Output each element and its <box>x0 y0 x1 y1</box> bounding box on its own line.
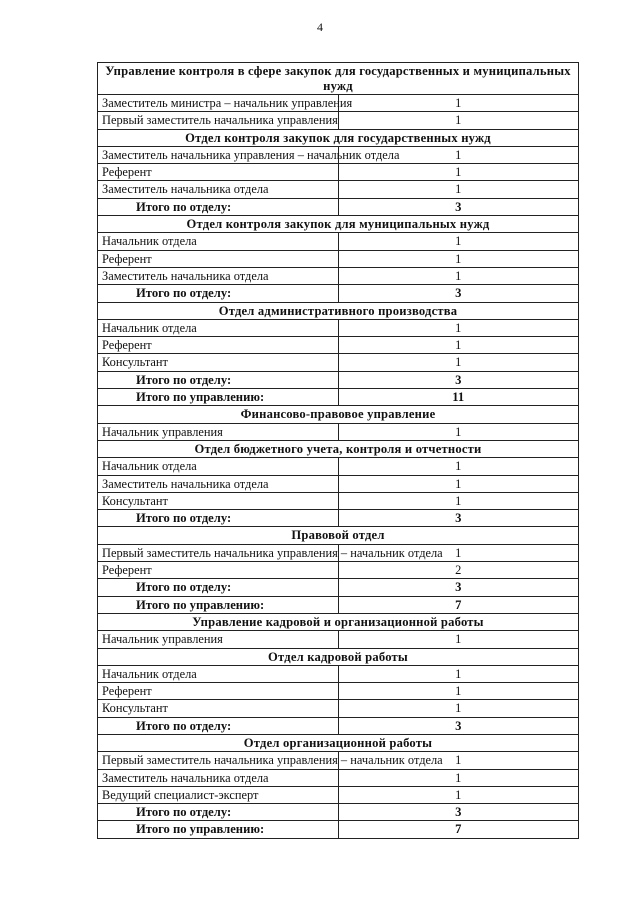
position-row <box>98 458 579 475</box>
position-name: Начальник отдела <box>98 665 339 682</box>
position-row <box>98 786 579 803</box>
total-label: Итого по отделу: <box>98 717 339 734</box>
position-row <box>98 181 579 198</box>
position-name: Заместитель начальника управления – начальник отдела <box>98 146 339 163</box>
position-row <box>98 544 579 561</box>
position-name: Первый заместитель начальника управления – начальник отдела <box>98 752 339 769</box>
total-label: Итого по отделу: <box>98 285 339 302</box>
section-header <box>98 440 579 457</box>
position-count: 1 <box>338 250 579 267</box>
section-header <box>98 63 579 95</box>
position-count: 1 <box>338 475 579 492</box>
section-header <box>98 302 579 319</box>
total-row <box>98 717 579 734</box>
position-row <box>98 250 579 267</box>
position-name: Заместитель министра – начальник управления <box>98 95 339 112</box>
position-name: Заместитель начальника отдела <box>98 181 339 198</box>
position-name: Ведущий специалист-эксперт <box>98 786 339 803</box>
position-row <box>98 492 579 509</box>
position-row <box>98 665 579 682</box>
position-count: 1 <box>338 769 579 786</box>
total-row <box>98 579 579 596</box>
section-title: Отдел кадровой работы <box>98 648 579 665</box>
section-header <box>98 406 579 423</box>
position-count: 1 <box>338 700 579 717</box>
position-name: Первый заместитель начальника управления <box>98 112 339 129</box>
total-count: 3 <box>338 510 579 527</box>
total-row <box>98 821 579 838</box>
total-row <box>98 371 579 388</box>
position-count: 1 <box>338 752 579 769</box>
section-header <box>98 129 579 146</box>
section-header <box>98 216 579 233</box>
position-row <box>98 700 579 717</box>
total-row <box>98 285 579 302</box>
position-row <box>98 683 579 700</box>
total-count: 7 <box>338 821 579 838</box>
position-name: Заместитель начальника отдела <box>98 475 339 492</box>
position-row <box>98 423 579 440</box>
position-name: Референт <box>98 250 339 267</box>
position-count: 1 <box>338 233 579 250</box>
position-count: 1 <box>338 95 579 112</box>
position-row <box>98 164 579 181</box>
position-row <box>98 95 579 112</box>
position-name: Начальник отдела <box>98 458 339 475</box>
position-count: 1 <box>338 354 579 371</box>
position-count: 1 <box>338 146 579 163</box>
position-name: Референт <box>98 164 339 181</box>
position-name: Первый заместитель начальника управления – начальник отдела <box>98 544 339 561</box>
total-count: 3 <box>338 804 579 821</box>
total-label: Итого по управлению: <box>98 596 339 613</box>
position-name: Референт <box>98 683 339 700</box>
section-title: Отдел административного производства <box>98 302 579 319</box>
total-row <box>98 804 579 821</box>
total-count: 11 <box>338 389 579 406</box>
position-name: Начальник отдела <box>98 319 339 336</box>
position-row <box>98 146 579 163</box>
position-row <box>98 112 579 129</box>
total-row <box>98 389 579 406</box>
staffing-table <box>97 62 579 839</box>
total-label: Итого по отделу: <box>98 198 339 215</box>
position-count: 1 <box>338 544 579 561</box>
position-count: 1 <box>338 164 579 181</box>
position-name: Начальник управления <box>98 631 339 648</box>
position-count: 1 <box>338 337 579 354</box>
position-count: 1 <box>338 267 579 284</box>
position-name: Заместитель начальника отдела <box>98 267 339 284</box>
section-title: Отдел контроля закупок для муниципальных нужд <box>98 216 579 233</box>
position-row <box>98 752 579 769</box>
total-label: Итого по отделу: <box>98 579 339 596</box>
position-count: 1 <box>338 181 579 198</box>
total-count: 3 <box>338 198 579 215</box>
total-label: Итого по отделу: <box>98 510 339 527</box>
position-row <box>98 354 579 371</box>
position-name: Начальник отдела <box>98 233 339 250</box>
position-row <box>98 475 579 492</box>
total-label: Итого по управлению: <box>98 389 339 406</box>
total-label: Итого по управлению: <box>98 821 339 838</box>
position-count: 1 <box>338 319 579 336</box>
position-row <box>98 319 579 336</box>
position-name: Референт <box>98 562 339 579</box>
section-header <box>98 527 579 544</box>
position-row <box>98 267 579 284</box>
position-count: 1 <box>338 683 579 700</box>
position-count: 1 <box>338 458 579 475</box>
position-count: 1 <box>338 786 579 803</box>
position-name: Консультант <box>98 492 339 509</box>
position-row <box>98 769 579 786</box>
total-count: 3 <box>338 717 579 734</box>
position-count: 1 <box>338 112 579 129</box>
position-name: Заместитель начальника отдела <box>98 769 339 786</box>
section-title: Отдел организационной работы <box>98 734 579 751</box>
position-row <box>98 631 579 648</box>
page-number: 4 <box>317 20 323 34</box>
section-title: Правовой отдел <box>98 527 579 544</box>
position-count: 1 <box>338 423 579 440</box>
position-row <box>98 337 579 354</box>
position-count: 2 <box>338 562 579 579</box>
position-count: 1 <box>338 665 579 682</box>
position-name: Консультант <box>98 354 339 371</box>
section-title: Отдел бюджетного учета, контроля и отчетности <box>98 440 579 457</box>
position-name: Консультант <box>98 700 339 717</box>
total-row <box>98 198 579 215</box>
position-row <box>98 562 579 579</box>
total-label: Итого по отделу: <box>98 371 339 388</box>
position-name: Референт <box>98 337 339 354</box>
total-row <box>98 510 579 527</box>
position-row <box>98 233 579 250</box>
total-count: 7 <box>338 596 579 613</box>
section-header <box>98 648 579 665</box>
position-name: Начальник управления <box>98 423 339 440</box>
section-header <box>98 734 579 751</box>
section-header <box>98 613 579 630</box>
total-label: Итого по отделу: <box>98 804 339 821</box>
section-title: Финансово-правовое управление <box>98 406 579 423</box>
position-count: 1 <box>338 492 579 509</box>
total-count: 3 <box>338 579 579 596</box>
total-count: 3 <box>338 285 579 302</box>
staffing-table-body <box>98 63 579 839</box>
position-count: 1 <box>338 631 579 648</box>
total-count: 3 <box>338 371 579 388</box>
section-title: Управление контроля в сфере закупок для государственных и муниципальных нужд <box>98 63 579 95</box>
section-title: Управление кадровой и организационной работы <box>98 613 579 630</box>
section-title: Отдел контроля закупок для государственных нужд <box>98 129 579 146</box>
total-row <box>98 596 579 613</box>
